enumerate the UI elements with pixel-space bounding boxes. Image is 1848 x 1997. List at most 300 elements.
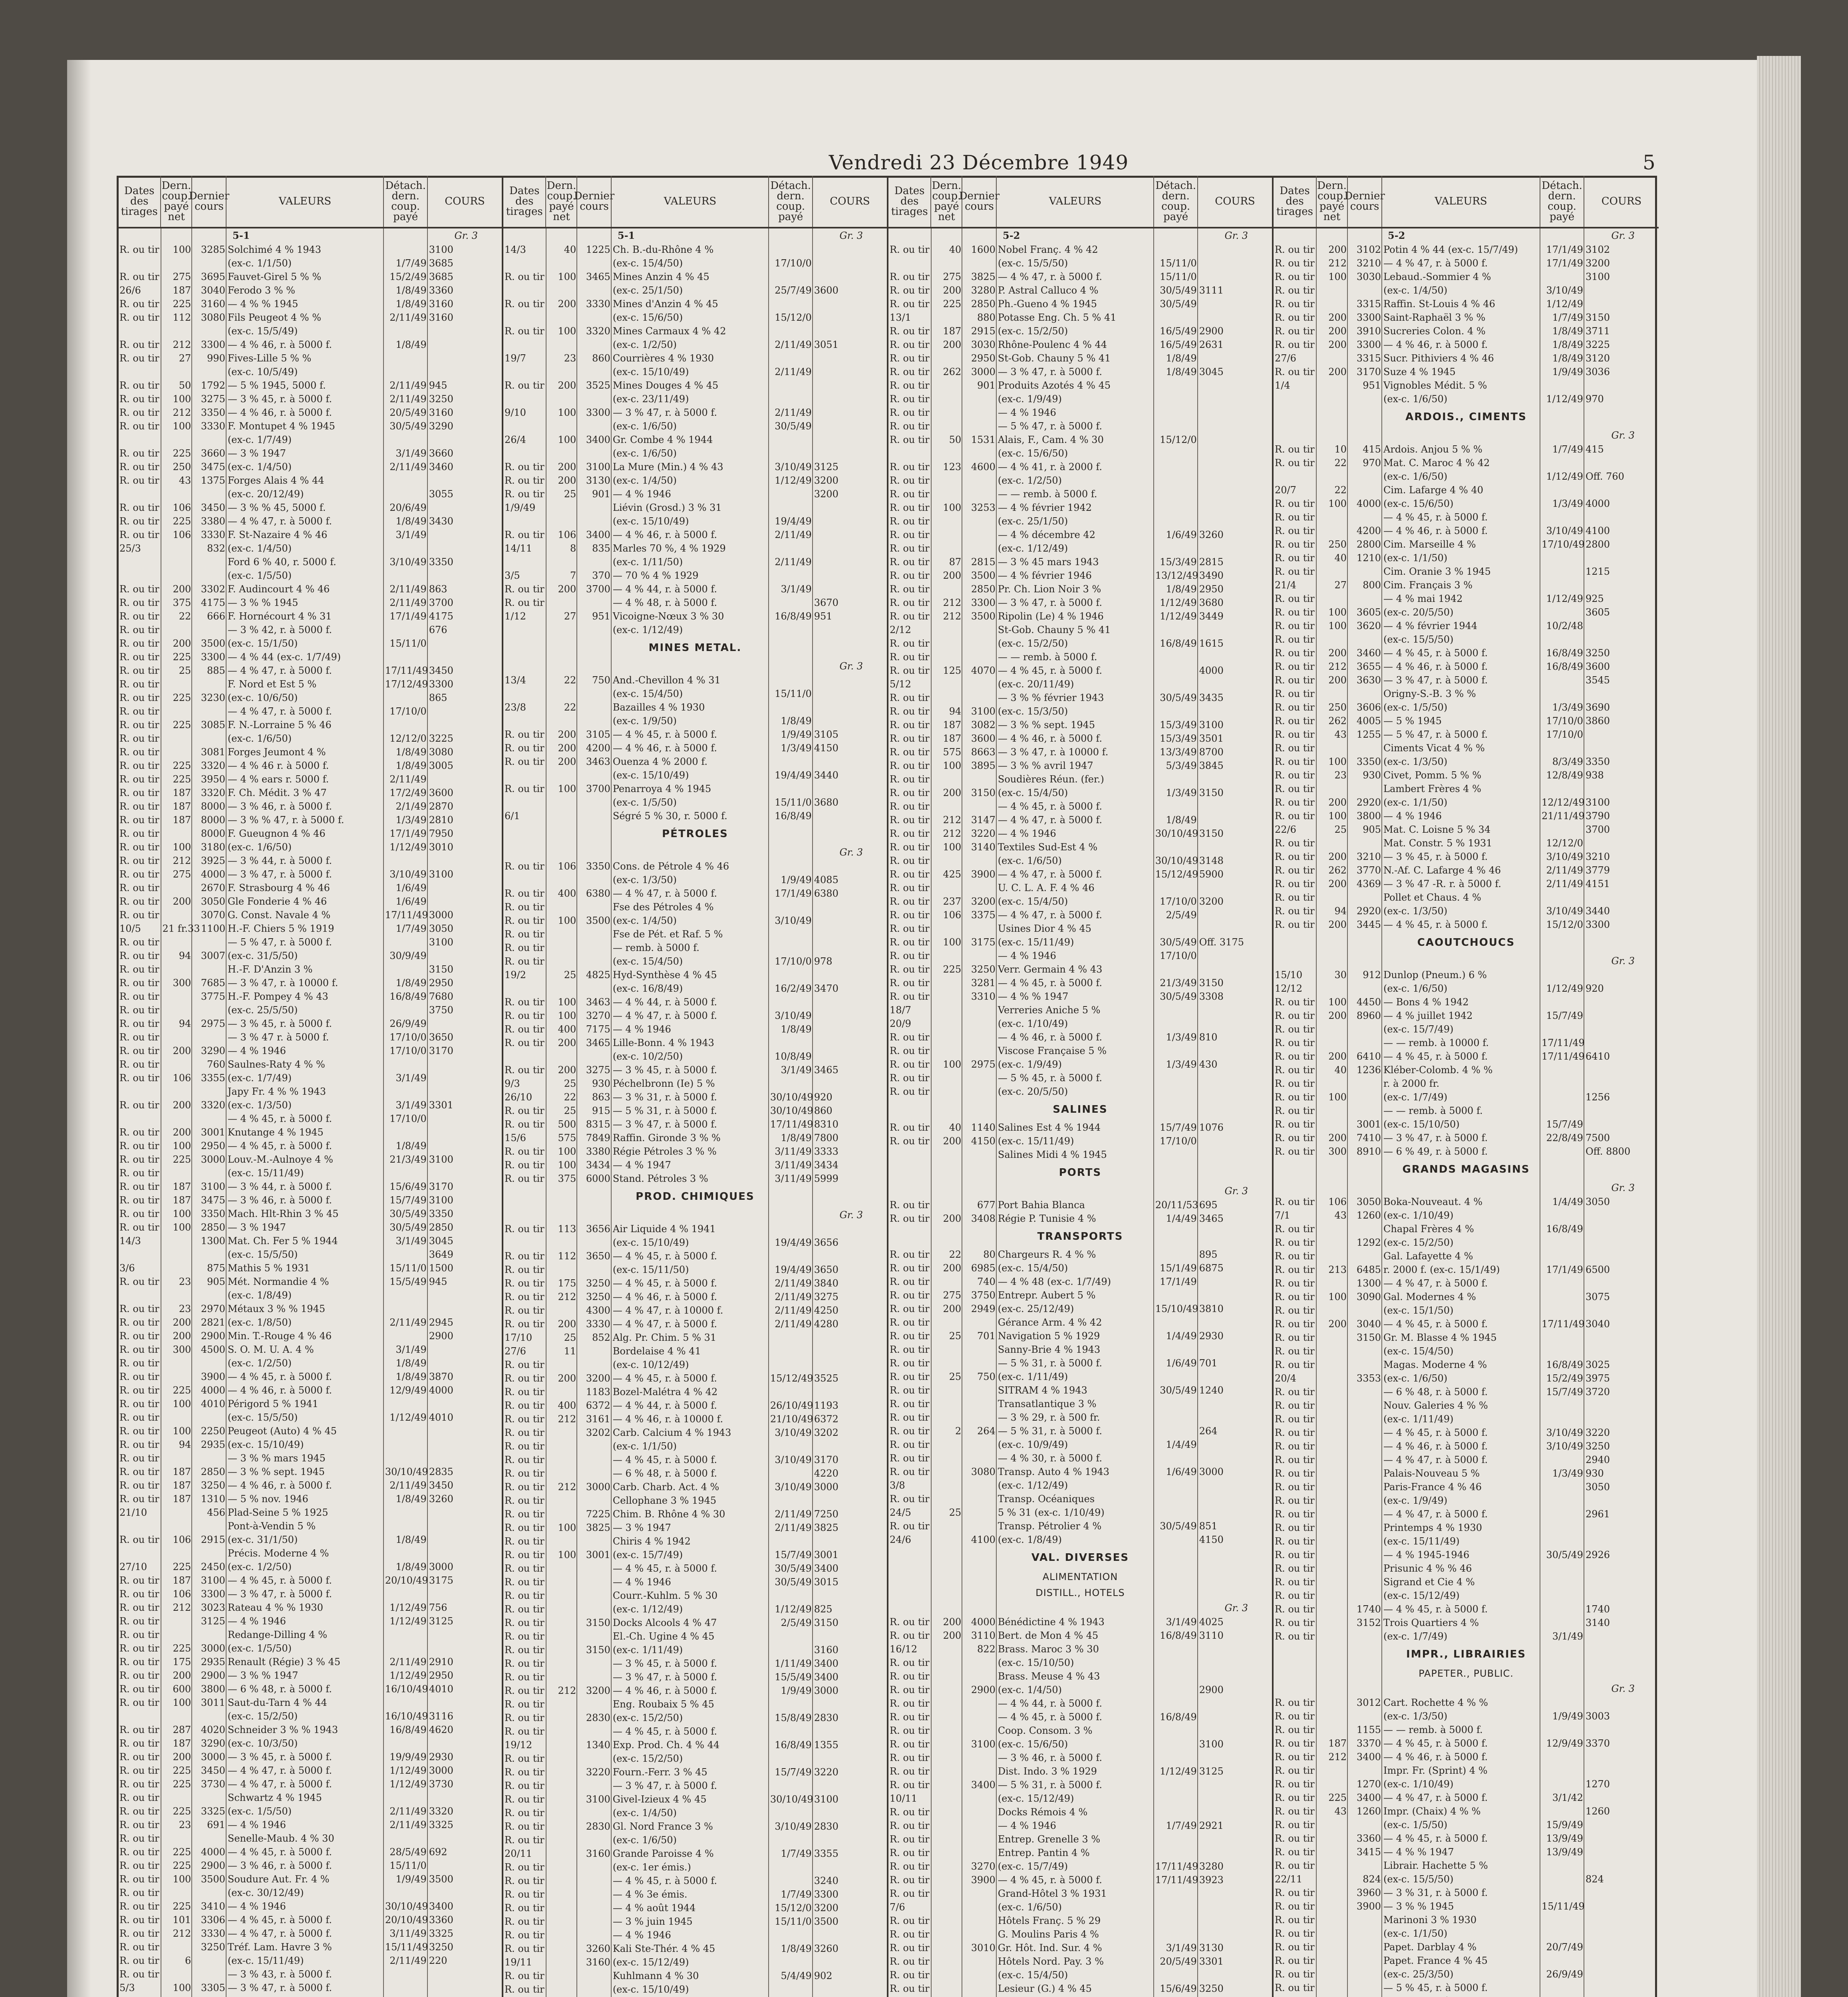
cell-detach: 3/11/49: [775, 1146, 812, 1157]
table-row: [1274, 1263, 1659, 1276]
table-row: [503, 1616, 887, 1630]
cell-detach: [1154, 379, 1198, 392]
cell-price: 3200: [1586, 258, 1610, 269]
cell-security: — 4 % 45, r. à 5000 f.: [998, 1874, 1102, 1886]
cell-price: 3845: [1199, 760, 1224, 771]
table-row: [118, 1329, 502, 1343]
cell-detach: 17/1/49: [1546, 258, 1583, 269]
cell-price: [1198, 1148, 1272, 1161]
cell-detach: 16/2/49: [775, 983, 812, 994]
cell-last-price: 3315: [1356, 298, 1381, 310]
cell-detach: [1154, 1751, 1198, 1765]
cell-price: [428, 1112, 502, 1126]
cell-price: 1240: [1199, 1385, 1224, 1396]
cell-coupon: [1317, 1602, 1348, 1616]
cell-detach: 17/11/49: [1542, 1051, 1585, 1062]
cell-last-price: 2915: [971, 326, 996, 337]
group-marker: [503, 1208, 887, 1222]
cell-detach: [384, 1451, 428, 1465]
cell-date: R. ou tir: [119, 244, 159, 255]
cell-date: R. ou tir: [1275, 1955, 1315, 1966]
cell-coupon: [932, 528, 963, 542]
cell-security: Gal. Modernes 4 %: [1383, 1291, 1476, 1302]
table-row: [118, 1682, 502, 1696]
cell-date: R. ou tir: [1275, 783, 1315, 794]
cell-detach: 3/10/49: [775, 1427, 812, 1438]
cell-price: [813, 256, 887, 270]
cell-coupon: 100: [558, 915, 576, 926]
cell-date: [118, 487, 161, 501]
cell-price: 945: [429, 380, 447, 391]
cell-date: R. ou tir: [1275, 1792, 1315, 1803]
cell-security: (ex-c. 1/3/50): [612, 874, 677, 885]
cell-detach: 15/11/49: [1542, 1901, 1585, 1912]
cell-price: [813, 324, 887, 338]
cell-date: R. ou tir: [505, 1441, 544, 1452]
cell-date: R. ou tir: [505, 1902, 544, 1914]
cell-coupon: [1317, 1927, 1348, 1940]
cell-detach: 1/7/49: [395, 258, 427, 269]
cell-last-price: 7410: [1356, 1132, 1381, 1143]
cell-price: [1198, 1275, 1272, 1288]
table-row: [118, 677, 502, 691]
cell-security: Cart. Rochette 4 % %: [1383, 1697, 1488, 1708]
cell-detach: [1540, 673, 1584, 687]
cell-last-price: [577, 1494, 612, 1507]
group-marker: [888, 228, 1272, 243]
cell-last-price: 6000: [586, 1173, 610, 1184]
cell-last-price: [192, 1791, 227, 1804]
table-row: [118, 392, 502, 406]
cell-security: — 4 % 47, r. à 5000 f.: [227, 706, 332, 717]
cell-security: Brass. Maroc 3 % 30: [998, 1644, 1099, 1655]
table-row: [503, 555, 887, 569]
cell-security: Solchimé 4 % 1943: [227, 244, 322, 255]
cell-coupon: [161, 908, 193, 922]
cell-last-price: 666: [207, 611, 225, 622]
cell-last-price: [962, 474, 997, 487]
table-body: [888, 228, 1272, 1997]
cell-last-price: 7685: [201, 977, 225, 989]
cell-security: Forges Alais 4 % 44: [227, 475, 324, 486]
table-row: [118, 1804, 502, 1818]
table-row: [888, 718, 1272, 732]
cell-last-price: 760: [207, 1059, 225, 1070]
cell-security: — 3 % 45 mars 1943: [998, 556, 1099, 568]
cell-price: [813, 1249, 887, 1263]
table-row: [503, 673, 887, 687]
cell-date: R. ou tir: [890, 1425, 930, 1437]
cell-date: R. ou tir: [119, 312, 159, 323]
cell-security: Schwartz 4 % 1945: [227, 1792, 322, 1803]
table-row: [118, 745, 502, 759]
cell-last-price: [1348, 1818, 1382, 1832]
cell-coupon: [546, 1725, 578, 1738]
cell-detach: [1540, 687, 1584, 701]
cell-last-price: 3330: [201, 421, 225, 432]
cell-detach: 17/10/0: [775, 258, 812, 269]
cell-price: 3010: [429, 842, 453, 853]
cell-date: R. ou tir: [119, 977, 159, 989]
table-row: [1274, 565, 1659, 578]
cell-coupon: [932, 1805, 963, 1819]
cell-security: — 4 % février 1942: [998, 502, 1092, 513]
cell-security: (ex-c. 23/11/49): [612, 393, 689, 405]
cell-detach: 17/2/49: [389, 787, 427, 798]
cell-price: [1584, 1913, 1659, 1927]
cell-coupon: [1317, 1534, 1348, 1548]
cell-last-price: 3100: [971, 706, 996, 717]
cell-security: — 4 % 45, r. à 5000 f.: [1383, 1051, 1488, 1062]
cell-price: [1584, 510, 1659, 524]
table-row: [503, 284, 887, 297]
cell-security: — 4 % 45, r. à 5000 f.: [612, 1278, 717, 1289]
cell-last-price: 3315: [1356, 353, 1381, 364]
cell-coupon: 100: [558, 407, 576, 418]
cell-detach: 1/8/49: [395, 285, 427, 296]
table-row: [503, 1104, 887, 1118]
cell-security: — 4 % 44, r. à 5000 f.: [612, 584, 717, 595]
cell-coupon: 200: [1328, 244, 1347, 255]
cell-security: Transatlantique 3 %: [998, 1398, 1097, 1409]
cell-price: [1198, 705, 1272, 718]
cell-price: 7680: [429, 991, 453, 1002]
table-row: [888, 1805, 1272, 1819]
cell-date: R. ou tir: [505, 1318, 544, 1330]
table-row: [503, 995, 887, 1009]
cell-price: 895: [1199, 1249, 1218, 1260]
group-label: Gr. 3: [1224, 1602, 1248, 1614]
cell-detach: [384, 1126, 428, 1139]
cell-last-price: 860: [592, 353, 610, 364]
cell-date: R. ou tir: [119, 1941, 159, 1953]
cell-date: R. ou tir: [890, 1358, 930, 1369]
group-label: Gr. 3: [839, 847, 863, 858]
table-row: [888, 1316, 1272, 1329]
cell-coupon: [546, 1602, 578, 1616]
cell-security: — 4 % 1946: [612, 1576, 671, 1588]
cell-date: R. ou tir: [890, 1199, 930, 1211]
cell-security: — 3 % % 1945: [1383, 1901, 1454, 1912]
cell-detach: [384, 1329, 428, 1343]
cell-last-price: [962, 623, 997, 637]
cell-date: R. ou tir: [119, 1928, 159, 1939]
cell-coupon: 100: [558, 783, 576, 794]
table-row: [503, 1131, 887, 1145]
cell-coupon: 212: [943, 828, 962, 839]
cell-date: [503, 796, 546, 809]
cell-last-price: 915: [592, 1105, 610, 1116]
cell-date: R. ou tir: [1275, 1833, 1315, 1844]
cell-security: Eng. Roubaix 5 % 45: [612, 1699, 714, 1710]
cell-last-price: 3605: [1356, 607, 1381, 618]
cell-price: [1198, 881, 1272, 895]
cell-detach: [1154, 1148, 1198, 1161]
table-row: [118, 827, 502, 840]
cell-price: [1584, 1036, 1659, 1050]
cell-date: R. ou tir: [505, 1251, 544, 1262]
cell-date: R. ou tir: [505, 1862, 544, 1873]
cell-coupon: [161, 881, 193, 895]
cell-date: 20/11: [505, 1848, 533, 1859]
table-row: [118, 1221, 502, 1234]
cell-price: [1198, 1642, 1272, 1656]
cell-security: — 4 % 44, r. à 5000 f.: [612, 997, 717, 1008]
cell-price: 3050: [429, 923, 453, 934]
cell-last-price: 6985: [971, 1263, 996, 1274]
cell-last-price: 4369: [1356, 878, 1381, 889]
cell-detach: 1/8/49: [1166, 366, 1197, 377]
cell-date: R. ou tir: [1275, 1604, 1315, 1615]
cell-date: R. ou tir: [505, 1064, 544, 1076]
group-marker: [1274, 428, 1659, 443]
cell-date: R. ou tir: [505, 1658, 544, 1669]
cell-security: (ex-c. 15/10/50): [1383, 1119, 1460, 1130]
cell-security: (ex-c. 1/11/50): [612, 556, 683, 568]
cell-price: [813, 1439, 887, 1453]
cell-coupon: [161, 1234, 193, 1248]
cell-coupon: 100: [173, 1982, 191, 1993]
cell-coupon: [546, 809, 578, 823]
cell-last-price: [1348, 741, 1382, 755]
table-row: [503, 1806, 887, 1820]
cell-price: 3075: [1586, 1291, 1610, 1302]
cell-coupon: [932, 1914, 963, 1928]
cell-detach: [1154, 1397, 1198, 1411]
cell-security: Chargeurs R. 4 % %: [998, 1249, 1096, 1260]
cell-detach: 2/11/49: [775, 1509, 812, 1520]
cell-security: Mat. C. Loisne 5 % 34: [1383, 824, 1491, 835]
cell-date: R. ou tir: [119, 828, 159, 839]
section-heading: [888, 1098, 1272, 1121]
cell-security: — 6 % 48, r. à 5000 f.: [612, 1468, 717, 1479]
cell-coupon: [1317, 1222, 1348, 1236]
cell-price: 3280: [1199, 1861, 1224, 1872]
cell-detach: 15/12/49: [770, 1373, 813, 1384]
table-row: [118, 609, 502, 623]
cell-price: 3600: [1586, 661, 1610, 672]
cell-date: R. ou tir: [1275, 851, 1315, 862]
cell-detach: [1154, 243, 1198, 256]
table-row: [888, 1003, 1272, 1017]
cell-last-price: 3330: [586, 298, 610, 310]
cell-last-price: [962, 881, 997, 895]
cell-coupon: [161, 745, 193, 759]
table-row: [118, 1669, 502, 1682]
cell-security: (ex-c. 15/2/50): [1383, 1237, 1454, 1248]
cell-price: 3150: [1199, 787, 1224, 798]
cell-detach: 22/8/49: [1546, 1132, 1583, 1143]
cell-last-price: [1348, 1954, 1382, 1967]
cell-detach: [384, 351, 428, 365]
cell-detach: [1540, 456, 1584, 470]
cell-price: 2950: [429, 1670, 453, 1681]
cell-date: R. ou tir: [1275, 1590, 1315, 1601]
cell-last-price: 3220: [586, 1767, 610, 1778]
section-heading: [1274, 1158, 1659, 1181]
cell-date: R. ou tir: [890, 1317, 930, 1328]
cell-date: R. ou tir: [1275, 1223, 1315, 1235]
table-row: [118, 528, 502, 542]
cell-price: 3430: [429, 516, 453, 527]
cell-last-price: 7849: [586, 1132, 610, 1143]
cell-coupon: [161, 1261, 193, 1275]
cell-detach: [769, 995, 813, 1009]
table-row: [118, 786, 502, 800]
cell-security: Mines Anzin 4 % 45: [612, 271, 709, 282]
group-marker: [888, 1601, 1272, 1615]
cell-coupon: [1317, 524, 1348, 538]
cell-price: [1198, 1724, 1272, 1737]
table-row: [118, 1098, 502, 1112]
cell-price: [428, 1058, 502, 1071]
cell-date: 6/1: [505, 810, 520, 822]
cell-coupon: [932, 1819, 963, 1832]
cell-last-price: 2920: [1356, 797, 1381, 808]
table-row: [888, 1411, 1272, 1424]
cell-detach: [769, 968, 813, 982]
cell-price: 4010: [429, 1412, 453, 1423]
cell-detach: [384, 935, 428, 949]
cell-date: R. ou tir: [505, 1699, 544, 1710]
cell-date: R. ou tir: [119, 1616, 159, 1627]
cell-date: R. ou tir: [119, 706, 159, 717]
cell-price: [1198, 311, 1272, 324]
cell-last-price: [192, 365, 227, 379]
cell-detach: [1154, 963, 1198, 976]
cell-last-price: 3330: [586, 1318, 610, 1330]
cell-detach: 16/5/49: [1160, 339, 1197, 350]
cell-last-price: [577, 1562, 612, 1575]
cell-coupon: 212: [943, 611, 962, 622]
table-row: [1274, 1426, 1659, 1439]
cell-price: [428, 1017, 502, 1030]
cell-detach: 1/3/49: [1552, 1468, 1583, 1479]
table-row: [888, 813, 1272, 827]
cell-coupon: 125: [943, 665, 962, 676]
cell-security: — 4 % 1946: [998, 1820, 1056, 1831]
cell-detach: [384, 243, 428, 256]
cell-date: R. ou tir: [119, 353, 159, 364]
cell-detach: 3/1/49: [395, 1100, 427, 1111]
cell-detach: 17/10/0: [389, 1113, 427, 1124]
cell-security: (ex-c. 15/1/50): [227, 638, 298, 649]
cell-coupon: 200: [558, 461, 576, 472]
cell-last-price: [962, 1982, 997, 1995]
cell-date: 26/6: [119, 285, 141, 296]
cell-detach: 15/11/0: [775, 1916, 812, 1927]
table-row: [503, 1507, 887, 1521]
cell-security: Nouv. Galeries 4 % %: [1383, 1400, 1488, 1411]
cell-price: 3045: [429, 1235, 453, 1247]
cell-price: [813, 582, 887, 596]
cell-last-price: 3080: [201, 312, 225, 323]
cell-last-price: [1348, 1385, 1382, 1399]
cell-security: — 4 % février 1946: [998, 570, 1092, 581]
cell-date: R. ou tir: [119, 1779, 159, 1790]
cell-last-price: [1348, 1249, 1382, 1263]
cell-price: 2900: [1199, 326, 1224, 337]
cell-price: [813, 1009, 887, 1022]
table-row: [503, 406, 887, 419]
cell-last-price: 4500: [201, 1344, 225, 1355]
cell-date: [503, 514, 546, 528]
cell-price: 3680: [1199, 597, 1224, 608]
cell-coupon: [932, 990, 963, 1003]
cell-security: — Bons 4 % 1942: [1383, 997, 1469, 1008]
cell-date: R. ou tir: [505, 742, 544, 754]
cell-date: R. ou tir: [1275, 661, 1315, 672]
cell-detach: [769, 1874, 813, 1888]
cell-price: 4220: [814, 1468, 839, 1479]
cell-security: Lambert Frères 4 %: [1383, 783, 1481, 794]
cell-coupon: [932, 1928, 963, 1941]
cell-last-price: [962, 1819, 997, 1832]
cell-coupon: [1317, 284, 1348, 297]
col-header-valeurs: VALEURS: [612, 176, 769, 227]
table-row: [503, 796, 887, 809]
cell-coupon: [1317, 1467, 1348, 1480]
table-row: [888, 827, 1272, 840]
cell-security: — 4 % 47, r. à 5000 f.: [1383, 258, 1488, 269]
table-row: [118, 949, 502, 963]
cell-date: [118, 433, 161, 447]
cell-detach: [1540, 782, 1584, 796]
cell-last-price: 2915: [201, 1534, 225, 1545]
table-row: [888, 1832, 1272, 1846]
cell-detach: [1154, 1343, 1198, 1356]
cell-coupon: [932, 419, 963, 433]
cell-date: R. ou tir: [890, 1888, 930, 1899]
cell-price: [813, 687, 887, 701]
table-row: [503, 860, 887, 873]
cell-coupon: 200: [1328, 1051, 1347, 1062]
cell-detach: [1540, 1872, 1584, 1886]
cell-price: [1198, 772, 1272, 786]
cell-price: [1584, 1750, 1659, 1764]
section-heading-text: DISTILL., HOTELS: [1035, 1587, 1125, 1598]
cell-date: R. ou tir: [890, 1330, 930, 1342]
cell-price: 3840: [814, 1278, 839, 1289]
cell-price: 2930: [1199, 1330, 1224, 1342]
cell-security: Lesieur (G.) 4 % 45: [998, 1983, 1092, 1994]
table-row: [503, 714, 887, 728]
cell-price: 3120: [1586, 353, 1610, 364]
cell-last-price: [577, 1657, 612, 1670]
table-row: [503, 1969, 887, 1983]
cell-security: (ex-c. 20/5/50): [998, 1086, 1068, 1097]
cell-coupon: 100: [558, 434, 576, 445]
col-header-coupon: Dern. coup. payé net: [931, 176, 962, 227]
cell-price: 756: [429, 1602, 447, 1613]
cell-coupon: 187: [173, 1738, 191, 1749]
cell-price: [428, 1981, 502, 1995]
cell-date: R. ou tir: [890, 1263, 930, 1274]
table-row: [503, 1022, 887, 1036]
cell-coupon: [161, 1451, 193, 1465]
cell-date: R. ou tir: [1275, 1549, 1315, 1560]
table-row: [503, 1752, 887, 1765]
cell-date: R. ou tir: [1275, 1051, 1315, 1062]
cell-price: [1198, 1669, 1272, 1683]
cell-date: R. ou tir: [1275, 244, 1315, 255]
table-row: [1274, 619, 1659, 633]
section-heading-text: PORTS: [1053, 1161, 1107, 1184]
cell-price: 2900: [1199, 1684, 1224, 1695]
table-row: [1274, 243, 1659, 256]
cell-last-price: 3525: [586, 380, 610, 391]
cell-date: R. ou tir: [119, 407, 159, 418]
